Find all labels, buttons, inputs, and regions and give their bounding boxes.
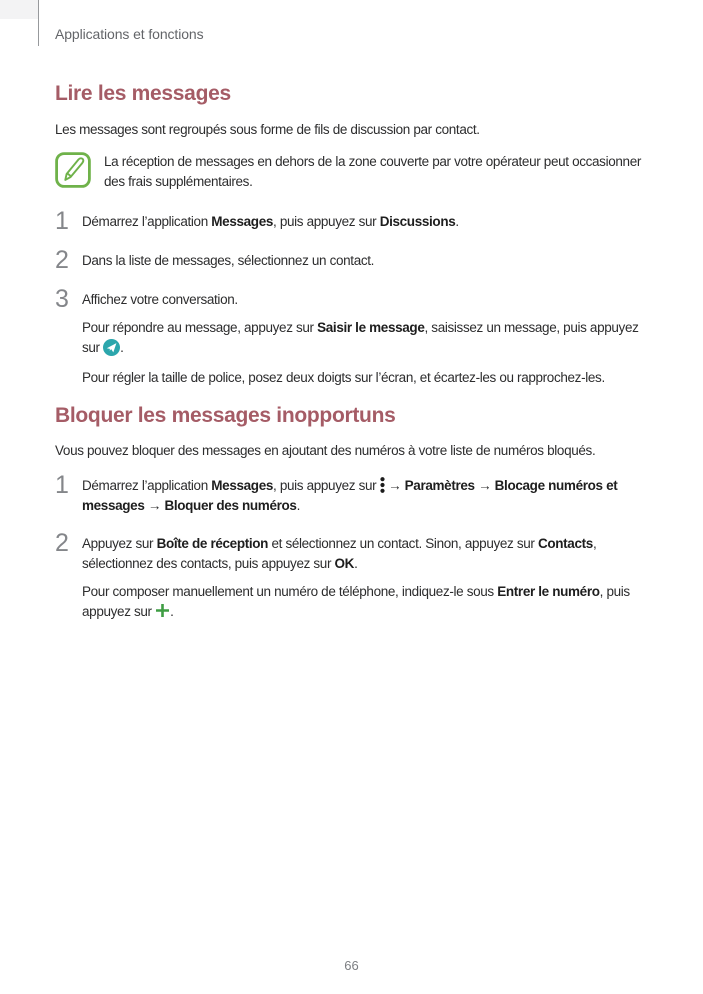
add-icon xyxy=(155,603,170,618)
section-intro: Vous pouvez bloquer des messages en ajoutant des numéros à votre liste de numéros bloqués. xyxy=(55,443,596,458)
text-segment: . xyxy=(455,214,459,229)
bold-term: Messages xyxy=(211,478,274,493)
text-segment: . xyxy=(170,604,174,619)
step-1 xyxy=(55,209,655,233)
text-segment: . xyxy=(354,556,358,571)
step-1 xyxy=(55,473,655,516)
text-segment: Démarrez l’application xyxy=(82,478,212,493)
step-number: 2 xyxy=(55,246,69,274)
bold-term: Contacts xyxy=(537,536,593,551)
step-sub-paragraph xyxy=(82,582,630,622)
text-segment: Démarrez l’application xyxy=(82,214,212,229)
bold-term: Saisir le message xyxy=(317,320,425,335)
text-segment: Pour composer manuellement un numéro de téléphone, indiquez-le sous xyxy=(82,584,498,599)
page-number: 66 xyxy=(344,958,359,973)
step-number: 1 xyxy=(55,471,69,499)
text-segment: , puis appuyez sur xyxy=(82,584,630,619)
bold-term: Bloquer des numéros xyxy=(164,498,297,513)
header-rule xyxy=(38,0,39,46)
step-2 xyxy=(55,248,655,272)
text-segment: , puis appuyez sur xyxy=(273,478,380,493)
text-segment: Dans la liste de messages, sélectionnez un contact. xyxy=(82,253,375,268)
note-pencil-icon xyxy=(55,152,91,188)
bold-term: OK xyxy=(334,556,355,571)
text-segment: Appuyez sur xyxy=(82,536,157,551)
arrow-separator: → xyxy=(384,478,405,493)
chapter-header: Applications et fonctions xyxy=(55,26,204,42)
step-number: 1 xyxy=(55,207,69,235)
step-number: 2 xyxy=(55,529,69,557)
text-segment: , sélectionnez des contacts, puis appuyez sur xyxy=(82,536,597,571)
page-content xyxy=(55,81,655,637)
arrow-separator: → xyxy=(474,478,495,493)
bold-term: Messages xyxy=(211,214,274,229)
step-text xyxy=(82,287,655,388)
step-sub-paragraph: Pour régler la taille de police, posez deux doigts sur l’écran, et écartez-les ou rapprochez-les. xyxy=(82,370,605,385)
bold-term: Boîte de réception xyxy=(156,536,269,551)
step-text xyxy=(82,209,655,232)
text-segment: et sélectionnez un contact. Sinon, appuyez sur xyxy=(268,536,538,551)
step-3 xyxy=(55,287,655,388)
text-segment: . xyxy=(296,498,300,513)
note-text: La réception de messages en dehors de la zone couverte par votre opérateur peut occasionner des frais supplémentaires. xyxy=(104,154,642,189)
text-segment: , puis appuyez sur xyxy=(273,214,380,229)
bold-term: Paramètres xyxy=(404,478,475,493)
bold-term: Blocage numéros et messages xyxy=(82,478,618,513)
page-corner-shade xyxy=(0,0,38,19)
step-text xyxy=(82,248,655,271)
arrow-separator: → xyxy=(144,498,165,513)
step-sub-paragraph xyxy=(82,318,655,358)
text-segment: Pour répondre au message, appuyez sur xyxy=(82,320,318,335)
step-text xyxy=(82,473,655,516)
note-box xyxy=(55,152,655,192)
text-segment: , saisissez un message, puis appuyez sur xyxy=(82,320,639,355)
bold-term: Discussions xyxy=(379,214,456,229)
section-title-bloquer-les-messages: Bloquer les messages inopportuns xyxy=(55,404,396,427)
section-title-lire-les-messages: Lire les messages xyxy=(55,82,231,105)
text-segment: Affichez votre conversation. xyxy=(82,292,238,307)
step-text xyxy=(82,531,655,622)
bold-term: Entrer le numéro xyxy=(497,584,600,599)
send-message-icon xyxy=(103,339,120,356)
step-number: 3 xyxy=(55,285,69,313)
text-segment: . xyxy=(120,340,124,355)
section-intro: Les messages sont regroupés sous forme de fils de discussion par contact. xyxy=(55,122,480,137)
step-2 xyxy=(55,531,655,622)
